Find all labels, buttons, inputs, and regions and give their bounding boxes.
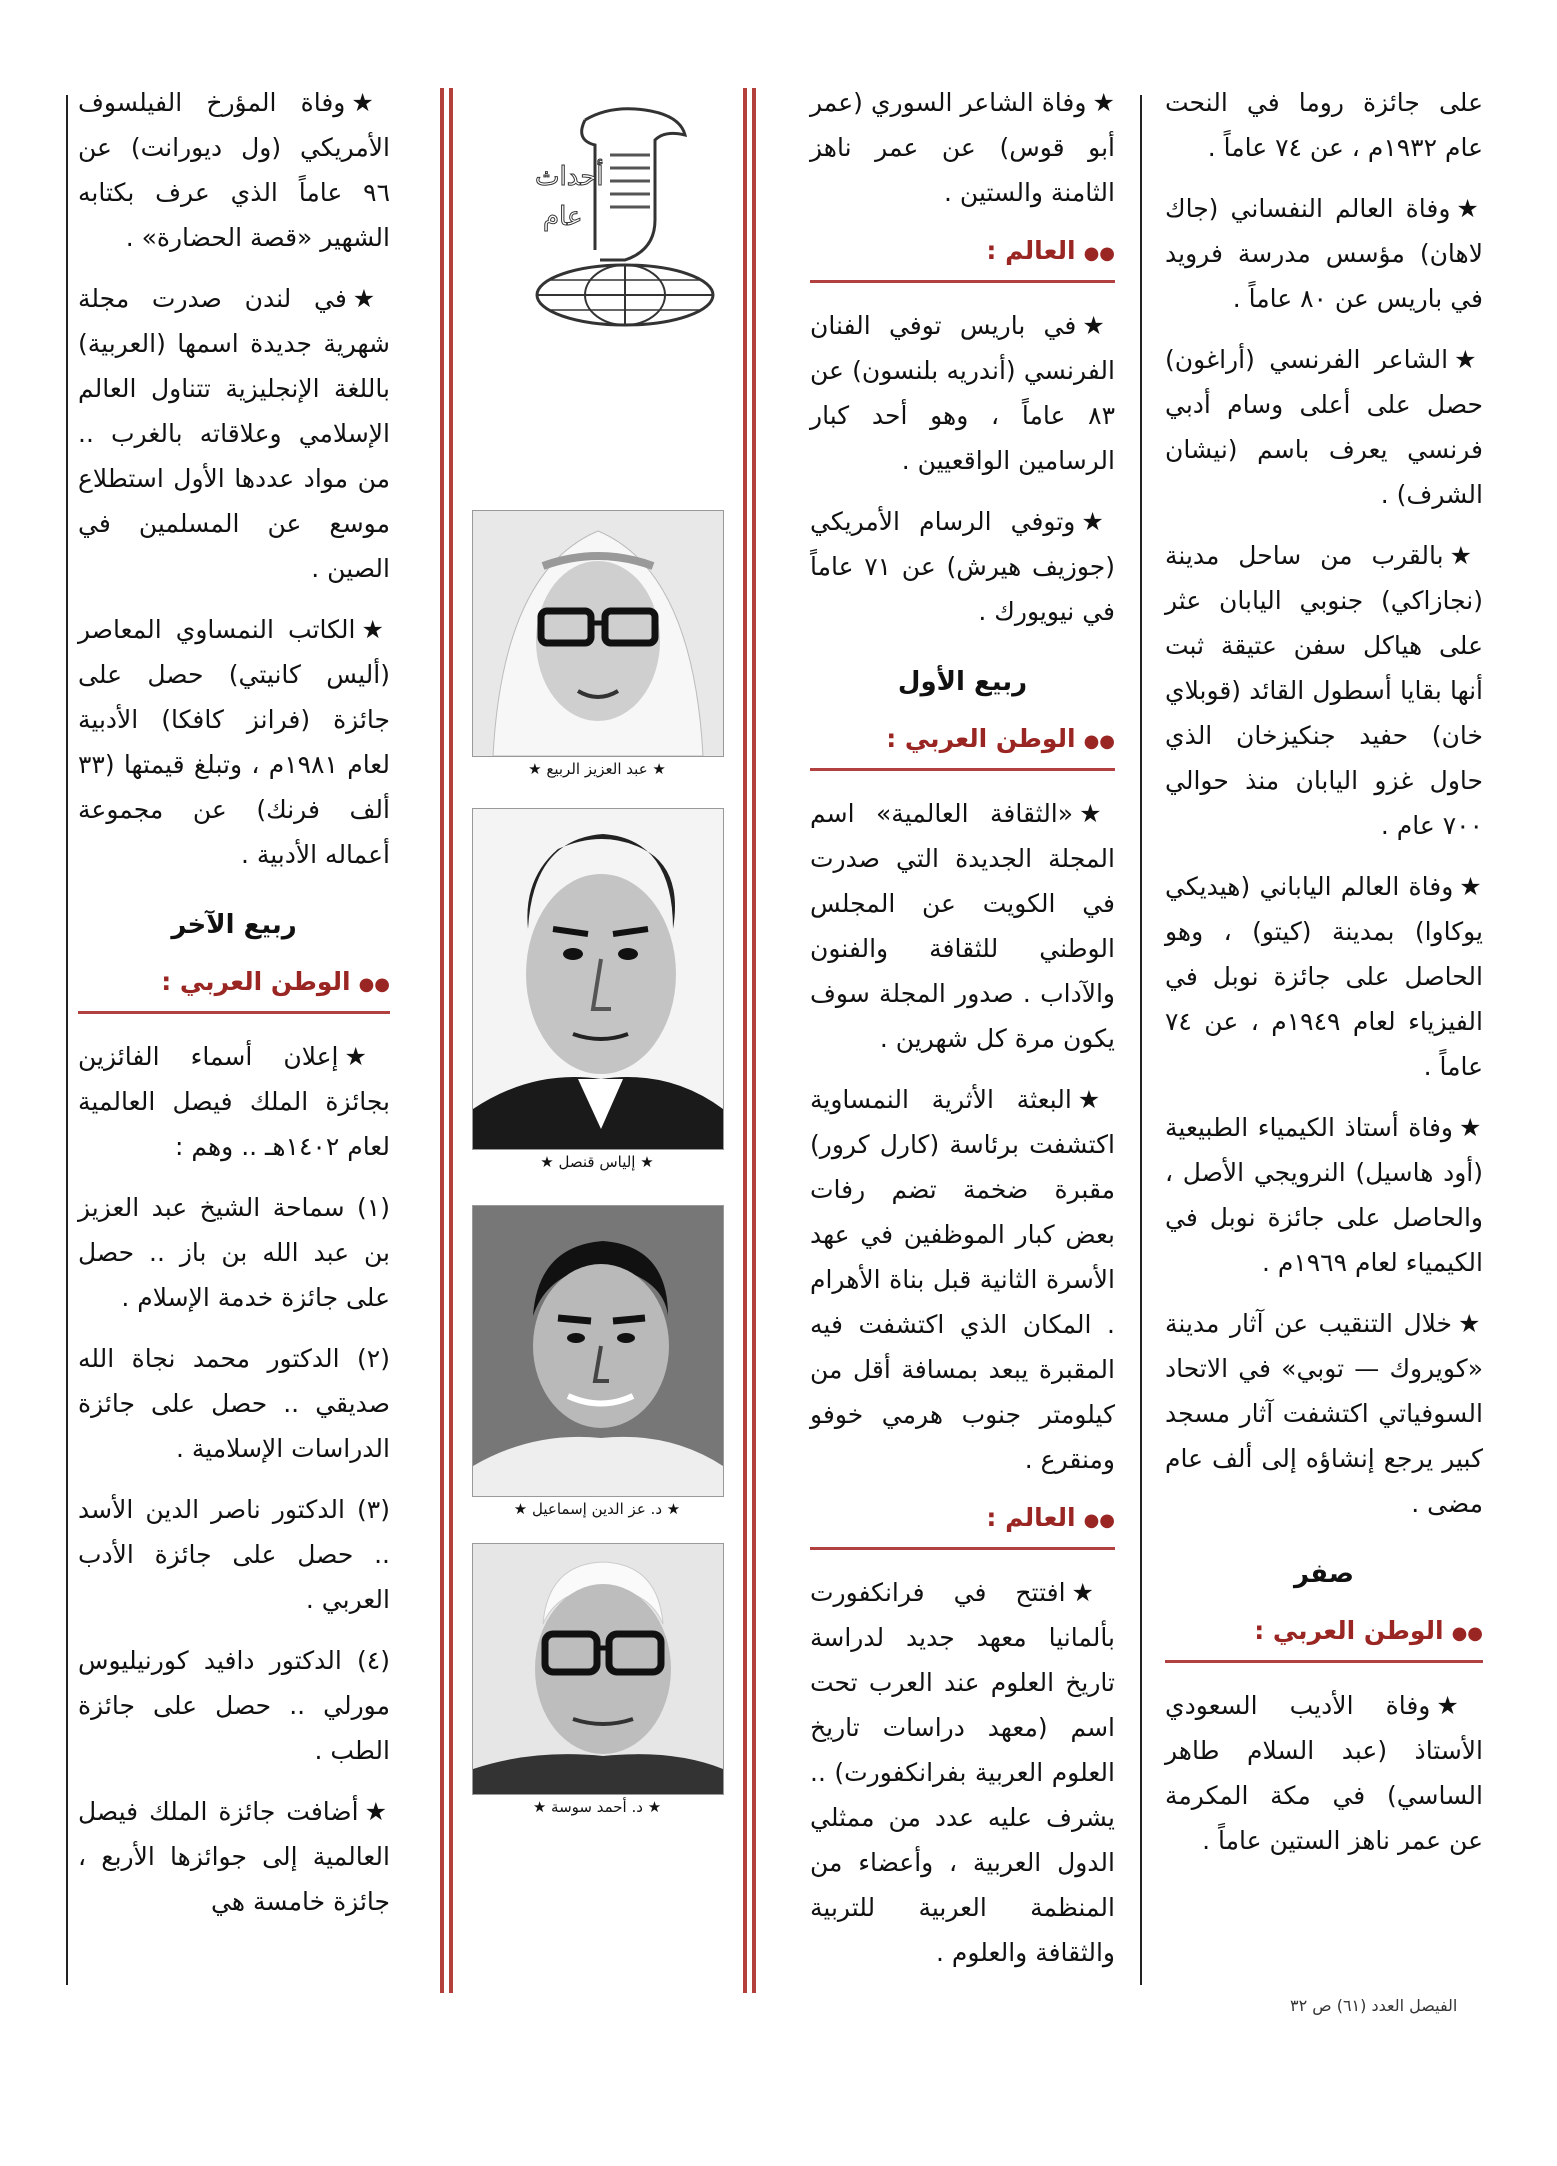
col1-paragraph: ★وفاة أستاذ الكيمياء الطبيعية (أود هاسيل) النرويجي الأصل ، والحاصل على جائزة نوبل في الكيمياء لعام ١٩٦٩م . <box>1165 1113 1484 1277</box>
col1-paragraph: ★بالقرب من ساحل مدينة (نجازاكي) جنوبي اليابان عثر على هياكل سفن عتيقة ثبت أنها بقايا أسطول القائد (قوبلاي خان) حفيد جنكيزخان الذي حاول غزو اليابان منذ حوالي ٧٠٠ عام . <box>1165 541 1483 840</box>
col1-paragraph: على جائزة روما في النحت عام ١٩٣٢م ، عن ٧٤ عاماً . <box>1165 88 1483 162</box>
col2-paragraph: ★في باريس توفي الفنان الفرنسي (أندريه بلنسون) عن ٨٣ عاماً ، وهو أحد كبار الرسامين الواقعيين . <box>810 311 1115 475</box>
red-divider-center-left <box>440 88 444 1993</box>
subheading-arab-world: ●●الوطن العربي : <box>810 719 1115 771</box>
month-heading-safar: صفر <box>1293 1559 1354 1589</box>
portrait-photo-3 <box>472 1205 724 1497</box>
col1-paragraph: ★خلال التنقيب عن آثار مدينة «كويروك — توبي» في الاتحاد السوفياتي اكتشفت آثار مسجد كبير يرجع إنشاؤه إلى ألف عام مضى . <box>1165 1309 1483 1518</box>
portrait-caption-1: ★ عبد العزيز الربيع ★ <box>528 760 666 778</box>
page-footer: الفيصل العدد (٦١) ص ٣٢ <box>1290 1996 1458 2015</box>
col4-winner: (٢) الدكتور محمد نجاة الله صديقي .. حصل على جائزة الدراسات الإسلامية . <box>78 1344 390 1463</box>
col4-winner: (٣) الدكتور ناصر الدين الأسد .. حصل على جائزة الأدب العربي . <box>78 1495 390 1614</box>
col4-paragraph: ★أضافت جائزة الملك فيصل العالمية إلى جوائزها الأربع ، جائزة خامسة هي <box>78 1797 390 1916</box>
portrait-caption-3: ★ د. عز الدين إسماعيل ★ <box>513 1500 681 1518</box>
col1-paragraph: ★وفاة العالم النفساني (جاك لاهان) مؤسس مدرسة فرويد في باريس عن ٨٠ عاماً . <box>1165 194 1483 313</box>
col4-paragraph: ★إعلان أسماء الفائزين بجائزة الملك فيصل العالمية لعام ١٤٠٢هـ .. وهم : <box>78 1042 390 1161</box>
col1-paragraph: ★وفاة الأديب السعودي الأستاذ (عبد السلام طاهر الساسي) في مكة المكرمة عن عمر ناهز الستين عاماً . <box>1165 1691 1483 1855</box>
subheading-world: ●●العالم : <box>810 1498 1115 1550</box>
col4-paragraph: ★الكاتب النمساوي المعاصر (أليس كانيتي) حصل على جائزة (فرانز كافكا) الأدبية لعام ١٩٨١م ، وتبلغ قيمتها (٣٣ ألف فرنك) عن مجموعة أعماله الأدبية . <box>78 615 390 869</box>
subheading-arab-world: ●●الوطن العربي : <box>1165 1611 1483 1663</box>
logo-text-events: أحداث <box>535 162 604 192</box>
col2-paragraph: ★«الثقافة العالمية» اسم المجلة الجديدة التي صدرت في الكويت عن المجلس الوطني للثقافة والفنون والآداب . صدور المجلة سوف يكون مرة كل شهرين . <box>810 799 1116 1053</box>
red-divider-center-right-2 <box>752 88 756 1993</box>
column-4 <box>78 80 390 1940</box>
col4-paragraph: ★وفاة المؤرخ الفيلسوف الأمريكي (ول ديورانت) عن ٩٦ عاماً الذي عرف بكتابه الشهير «قصة الحضارة» . <box>78 88 391 252</box>
month-heading-rabi-al-akhir: ربيع الآخر <box>171 910 297 940</box>
month-heading-rabi-al-awwal: ربيع الأول <box>897 667 1028 697</box>
portrait-caption-2: ★ إلياس قنصل ★ <box>540 1153 654 1171</box>
column-2 <box>810 80 1115 1991</box>
portrait-photo-2 <box>472 808 724 1150</box>
col4-winner: (١) سماحة الشيخ عبد العزيز بن عبد الله بن باز .. حصل على جائزة خدمة الإسلام . <box>78 1193 390 1312</box>
col2-paragraph: ★البعثة الأثرية النمساوية اكتشفت برئاسة (كارل كرور) مقبرة ضخمة تضم رفات بعض كبار الموظفين في عهد الأسرة الثانية قبل بناة الأهرام . المكان الذي اكتشفت فيه المقبرة يبعد بمسافة أقل من كيلومتر جنوب هرمي خوفو ومنقرع . <box>810 1085 1115 1474</box>
portrait-photo-4 <box>472 1543 724 1795</box>
events-of-year-logo <box>515 100 715 330</box>
portrait-caption-4: ★ د. أحمد سوسة ★ <box>532 1798 662 1816</box>
portrait-photo-1 <box>472 510 724 757</box>
col1-paragraph: ★الشاعر الفرنسي (أراغون) حصل على أعلى وسام أدبي فرنسي يعرف باسم (نيشان الشرف) . <box>1165 345 1483 509</box>
column-divider-left <box>66 95 68 1985</box>
col2-paragraph: ★وتوفي الرسام الأمريكي (جوزيف هيرش) عن ٧١ عاماً في نيويورك . <box>810 507 1115 626</box>
logo-text-year: عام <box>543 202 583 232</box>
col1-paragraph: ★وفاة العالم الياباني (هيديكي يوكاوا) بمدينة (كيتو) ، وهو الحاصل على جائزة نوبل في الفيزياء لعام ١٩٤٩م ، عن ٧٤ عاماً . <box>1165 872 1483 1081</box>
subheading-arab-world: ●●الوطن العربي : <box>78 962 390 1014</box>
subheading-world: ●●العالم : <box>810 231 1115 283</box>
column-divider-right <box>1140 95 1142 1985</box>
col4-winner: (٤) الدكتور دافيد كورنيليوس مورلي .. حصل على جائزة الطب . <box>78 1646 390 1765</box>
red-divider-center-right <box>743 88 747 1993</box>
col2-paragraph: ★وفاة الشاعر السوري (عمر أبو قوس) عن عمر ناهز الثامنة والستين . <box>810 88 1115 207</box>
red-divider-center-left-2 <box>449 88 453 1993</box>
col4-paragraph: ★في لندن صدرت مجلة شهرية جديدة اسمها (العربية) باللغة الإنجليزية تتناول العالم الإسلامي وعلاقاته بالغرب .. من مواد عددها الأول استطلاع موسع عن المسلمين في الصين . <box>78 284 390 583</box>
col2-paragraph: ★افتتح في فرانكفورت بألمانيا معهد جديد لدراسة تاريخ العلوم عند العرب تحت اسم (معهد دراسات تاريخ العلوم العربية بفرانكفورت) .. يشرف عليه عدد من ممثلي الدول العربية ، وأعضاء من المنظمة العربية للتربية والثقافة والعلوم . <box>810 1578 1115 1967</box>
column-1 <box>1165 80 1483 1879</box>
